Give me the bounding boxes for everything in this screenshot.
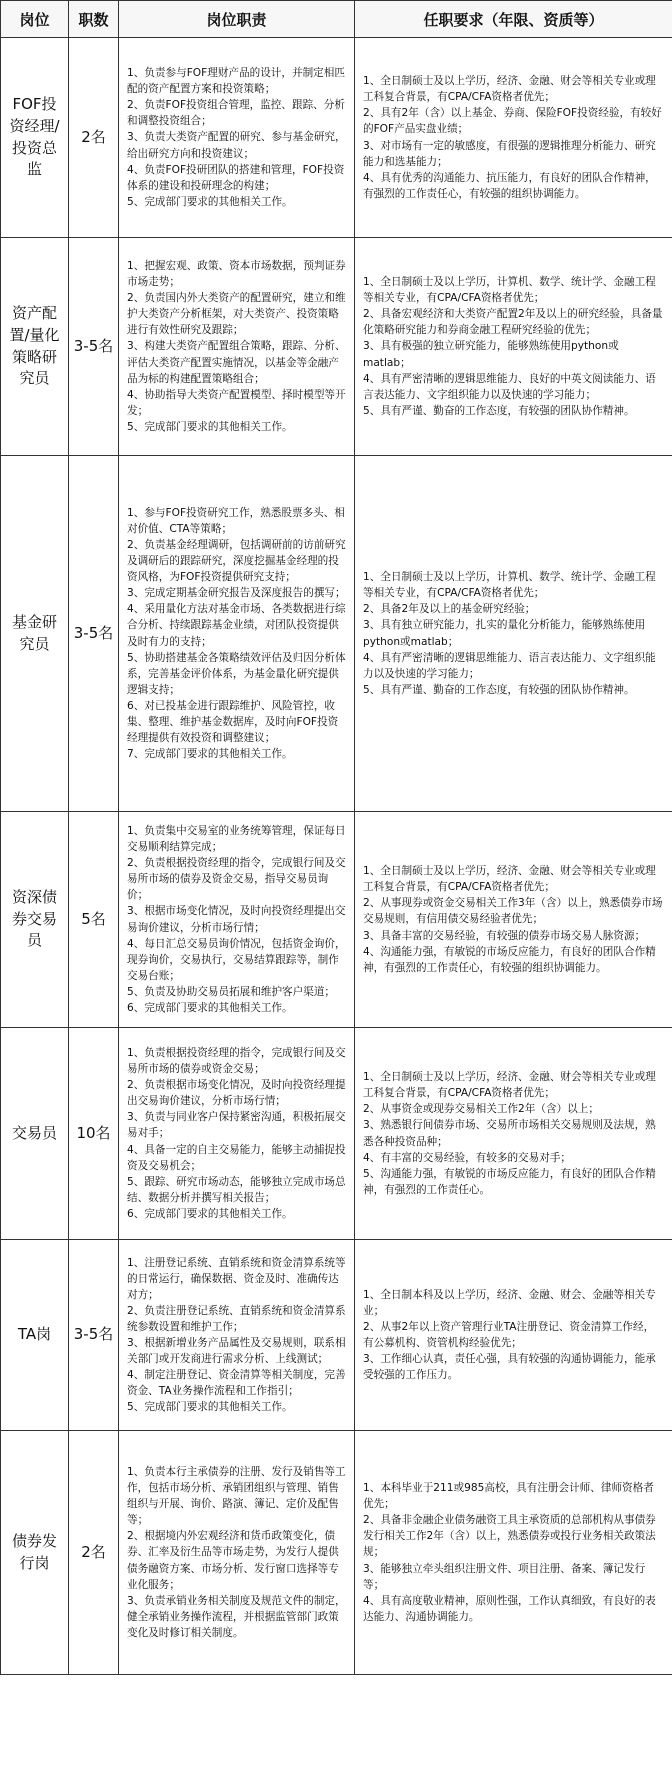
duty-item: 3、根据新增业务产品属性及交易规则，联系相关部门或开发商进行需求分析、上线测试； — [127, 1337, 346, 1366]
table-row — [1, 238, 672, 456]
requirement-item: 3、熟悉银行间债券市场、交易所市场相关交易规则及法规，熟悉各种投资品种； — [363, 1119, 656, 1148]
headcount: 2名 — [69, 1431, 119, 1675]
header-requirements: 任职要求（年限、资质等） — [355, 1, 672, 38]
duty-item: 1、注册登记系统、直销系统和资金清算系统等的日常运行，确保数据、资金及时、准确传达对方； — [127, 1256, 346, 1301]
duty-item: 2、负责国内外大类资产的配置研究，建立和维护大类资产分析框架，对大类资产、投资策略进行有效性研究及跟踪； — [127, 292, 346, 337]
headcount: 3-5名 — [69, 456, 119, 812]
duty-item: 5、协助搭建基金各策略绩效评估及归因分析体系，完善基金评价体系，为基金量化研究提供逻辑支持； — [127, 651, 346, 696]
requirement-item: 4、有丰富的交易经验，有较多的交易对手； — [363, 1151, 572, 1164]
table-row — [1, 812, 672, 1028]
position-title: FOF投资经理/投资总监 — [1, 38, 69, 238]
requirements-cell — [355, 38, 672, 238]
requirement-item: 3、具有极强的独立研究能力，能够熟练使用python或matlab； — [363, 340, 619, 369]
requirement-item: 4、具有严密清晰的逻辑思维能力、良好的中英文阅读能力、语言表达能力、文字组织能力以及快速的学习能力； — [363, 372, 656, 401]
header-count: 职数 — [69, 1, 119, 38]
position-title: 资深债券交易员 — [1, 812, 69, 1028]
headcount: 5名 — [69, 812, 119, 1028]
duty-item: 2、负责基金经理调研，包括调研前的访前研究及调研后的跟踪研究，深度挖掘基金经理的投资风格，为FOF投资提供研究支持； — [127, 538, 346, 584]
requirement-item: 3、工作细心认真，责任心强，具有较强的沟通协调能力，能承受较强的工作压力。 — [363, 1353, 656, 1382]
duty-item: 1、负责根据投资经理的指令，完成银行间及交易所市场的债券或资金交易； — [127, 1046, 346, 1076]
requirement-item: 1、全日制硕士及以上学历，经济、金融、财会等相关专业或理工科复合背景，有CPA/CFA资格者优先； — [363, 865, 656, 894]
requirement-item: 5、具有严谨、勤奋的工作态度，有较强的团队协作精神。 — [363, 683, 635, 696]
requirements-cell — [355, 1028, 672, 1240]
table-row — [1, 1240, 672, 1431]
duty-item: 4、负责FOF投研团队的搭建和管理，FOF投资体系的建设和投研理念的构建； — [127, 163, 345, 192]
requirement-item: 3、具有独立研究能力，扎实的量化分析能力，能够熟练使用python或matlab； — [363, 619, 646, 648]
duty-item: 1、负责本行主承债券的注册、发行及销售等工作，包括市场分析、承销团组织与管理、销售组织与开展、询价、路演、簿记、定价及配售等； — [127, 1465, 346, 1527]
duties-cell — [119, 1028, 355, 1240]
duty-item: 1、参与FOF投资研究工作，熟悉股票多头、相对价值、CTA等策略； — [127, 506, 345, 535]
requirement-item: 1、本科毕业于211或985高校，具有注册会计师、律师资格者优先； — [363, 1482, 654, 1511]
requirement-item: 1、全日制硕士及以上学历，经济、金融、财会等相关专业或理工科复合背景，有CPA/CFA资格者优先； — [363, 75, 656, 104]
duty-item: 4、采用量化方法对基金市场、各类数据进行综合分析、持续跟踪基金业绩，对团队投资提供及时有力的支持； — [127, 603, 346, 648]
requirement-item: 2、从事现券或资金交易相关工作3年（含）以上，熟悉债券市场交易规则，有信用债交易经验者优先； — [363, 897, 663, 926]
table-row — [1, 1431, 672, 1675]
duty-item: 4、制定注册登记、资金清算等相关制度，完善资金、TA业务操作流程和工作指引； — [127, 1369, 346, 1398]
duty-item: 3、负责与同业客户保持紧密沟通，积极拓展交易对手； — [127, 1111, 346, 1140]
requirements-cell — [355, 456, 672, 812]
table-row — [1, 38, 672, 238]
duty-item: 6、对已投基金进行跟踪维护、风险管控，收集、整理、维护基金数据库，及时向FOF投资经理提供有效投资和调整建议； — [127, 699, 339, 745]
requirements-cell — [355, 1240, 672, 1431]
requirement-item: 3、具备丰富的交易经验，有较强的债券市场交易人脉资源； — [363, 929, 646, 942]
requirement-item: 1、全日制硕士及以上学历，经济、金融、财会等相关专业或理工科复合背景，有CPA/CFA资格者优先； — [363, 1071, 656, 1100]
position-title: 债券发行岗 — [1, 1431, 69, 1675]
duty-item: 4、协助指导大类资产配置模型、择时模型等开发； — [127, 388, 346, 417]
duty-item: 1、负责集中交易室的业务统筹管理，保证每日交易顺利结算完成； — [127, 824, 346, 854]
duties-cell — [119, 238, 355, 456]
table-row — [1, 1028, 672, 1240]
duty-item: 2、负责注册登记系统、直销系统和资金清算系统参数设置和维护工作； — [127, 1304, 346, 1333]
headcount: 2名 — [69, 38, 119, 238]
duties-cell — [119, 812, 355, 1028]
duty-item: 7、完成部门要求的其他相关工作。 — [127, 748, 293, 761]
duty-item: 6、完成部门要求的其他相关工作。 — [127, 1207, 293, 1220]
headcount: 3-5名 — [69, 1240, 119, 1431]
requirement-item: 2、从事2年以上资产管理行业TA注册登记、资金清算工作经，有公募机构、资管机构经验优先； — [363, 1320, 655, 1349]
duty-item: 5、负责及协助交易员拓展和维护客户渠道； — [127, 985, 336, 998]
duties-cell — [119, 456, 355, 812]
requirement-item: 4、具有优秀的沟通能力、抗压能力，有良好的团队合作精神，有强烈的工作责任心，有较强的组织协调能力。 — [363, 171, 656, 200]
headcount: 3-5名 — [69, 238, 119, 456]
duty-item: 3、根据市场变化情况，及时向投资经理提出交易询价建议，分析市场行情； — [127, 905, 346, 934]
requirement-item: 3、能够独立牵头组织注册文件、项目注册、备案、簿记发行等； — [363, 1562, 646, 1591]
duty-item: 3、构建大类资产配置组合策略，跟踪、分析、评估大类资产配置实施情况，以基金等金融产品为标的构建配置策略组合； — [127, 340, 346, 385]
duty-item: 4、具备一定的自主交易能力，能够主动捕捉投资及交易机会； — [127, 1143, 346, 1172]
requirement-item: 5、沟通能力强，有敏锐的市场反应能力，有良好的团队合作精神，有强烈的工作责任心。 — [363, 1167, 656, 1196]
requirements-cell — [355, 812, 672, 1028]
header-duties: 岗位职责 — [119, 1, 355, 38]
duty-item: 5、完成部门要求的其他相关工作。 — [127, 1401, 293, 1414]
duties-cell — [119, 1431, 355, 1675]
duty-item: 2、负责FOF投资组合管理，监控、跟踪、分析和调整投资组合； — [127, 99, 345, 128]
duty-item: 2、负责根据投资经理的指令，完成银行间及交易所市场的债券及资金交易，指导交易员询价； — [127, 857, 346, 902]
header-row — [1, 1, 672, 38]
requirement-item: 2、具备宏观经济和大类资产配置2年及以上的研究经验，具备量化策略研究能力和券商金融工程研究经验的优先； — [363, 308, 663, 337]
position-title: 资产配置/量化策略研究员 — [1, 238, 69, 456]
requirement-item: 2、从事资金或现券交易相关工作2年（含）以上； — [363, 1103, 599, 1116]
duty-item: 2、负责根据市场变化情况，及时向投资经理提出交易询价建议，分析市场行情； — [127, 1079, 346, 1108]
requirement-item: 2、具有2年（含）以上基金、券商、保险FOF投资经验，有较好的FOF产品实盘业绩； — [363, 107, 662, 136]
duty-item: 4、每日汇总交易员询价情况，包括资金询价，现券询价，交易执行，交易结算跟踪等，制作交易台账； — [127, 937, 346, 982]
duty-item: 5、完成部门要求的其他相关工作。 — [127, 195, 293, 208]
table-row — [1, 456, 672, 812]
duty-item: 3、负责大类资产配置的研究、参与基金研究，给出研究方向和投资建议； — [127, 131, 346, 160]
duty-item: 5、完成部门要求的其他相关工作。 — [127, 420, 293, 433]
requirements-cell — [355, 1431, 672, 1675]
requirement-item: 1、全日制硕士及以上学历，计算机、数学、统计学、金融工程等相关专业，有CPA/CFA资格者优先； — [363, 276, 656, 305]
duty-item: 6、完成部门要求的其他相关工作。 — [127, 1001, 293, 1014]
requirement-item: 2、具备非金融企业债务融资工具主承资质的总部机构从事债券发行相关工作2年（含）以上，熟悉债券或投行业务相关政策法规； — [363, 1514, 656, 1559]
requirement-item: 3、对市场有一定的敏感度，有很强的逻辑推理分析能力、研究能力和选基能力； — [363, 139, 656, 168]
requirement-item: 1、全日制硕士及以上学历，计算机、数学、统计学、金融工程等相关专业，有CPA/CFA资格者优先； — [363, 571, 656, 600]
duties-cell — [119, 38, 355, 238]
duties-cell — [119, 1240, 355, 1431]
position-title: 交易员 — [1, 1028, 69, 1240]
position-title: TA岗 — [1, 1240, 69, 1431]
requirement-item: 5、具有严谨、勤奋的工作态度，有较强的团队协作精神。 — [363, 404, 635, 417]
duty-item: 3、完成定期基金研究报告及深度报告的撰写； — [127, 587, 346, 600]
requirement-item: 4、具有高度敬业精神，原则性强，工作认真细致，有良好的表达能力、沟通协调能力。 — [363, 1594, 656, 1623]
duty-item: 1、把握宏观、政策、资本市场数据，预判证券市场走势； — [127, 259, 346, 289]
requirement-item: 2、具备2年及以上的基金研究经验； — [363, 603, 536, 616]
requirements-cell — [355, 238, 672, 456]
headcount: 10名 — [69, 1028, 119, 1240]
requirement-item: 1、全日制本科及以上学历，经济、金融、财会、金融等相关专业； — [363, 1288, 656, 1317]
header-position: 岗位 — [1, 1, 69, 38]
requirement-item: 4、具有严密清晰的逻辑思维能力、语言表达能力、文字组织能力以及快速的学习能力； — [363, 651, 656, 680]
duty-item: 3、负责承销业务相关制度及规范文件的制定，健全承销业务操作流程，并根据监管部门政策变化及时修订相关制度。 — [127, 1594, 346, 1639]
requirement-item: 4、沟通能力强，有敏锐的市场反应能力，有良好的团队合作精神，有强烈的工作责任心，有较强的组织协调能力。 — [363, 945, 656, 974]
duty-item: 1、负责参与FOF理财产品的设计，并制定相匹配的资产配置方案和投资策略； — [127, 67, 345, 96]
duty-item: 5、跟踪、研究市场动态，能够独立完成市场总结、数据分析并撰写相关报告； — [127, 1175, 346, 1204]
position-title: 基金研究员 — [1, 456, 69, 812]
duty-item: 2、根据境内外宏观经济和货币政策变化，债券、汇率及衍生品等市场走势，为发行人提供债务融资方案、市场分析、发行窗口选择等专业化服务； — [127, 1530, 339, 1591]
table-body — [1, 38, 672, 1675]
